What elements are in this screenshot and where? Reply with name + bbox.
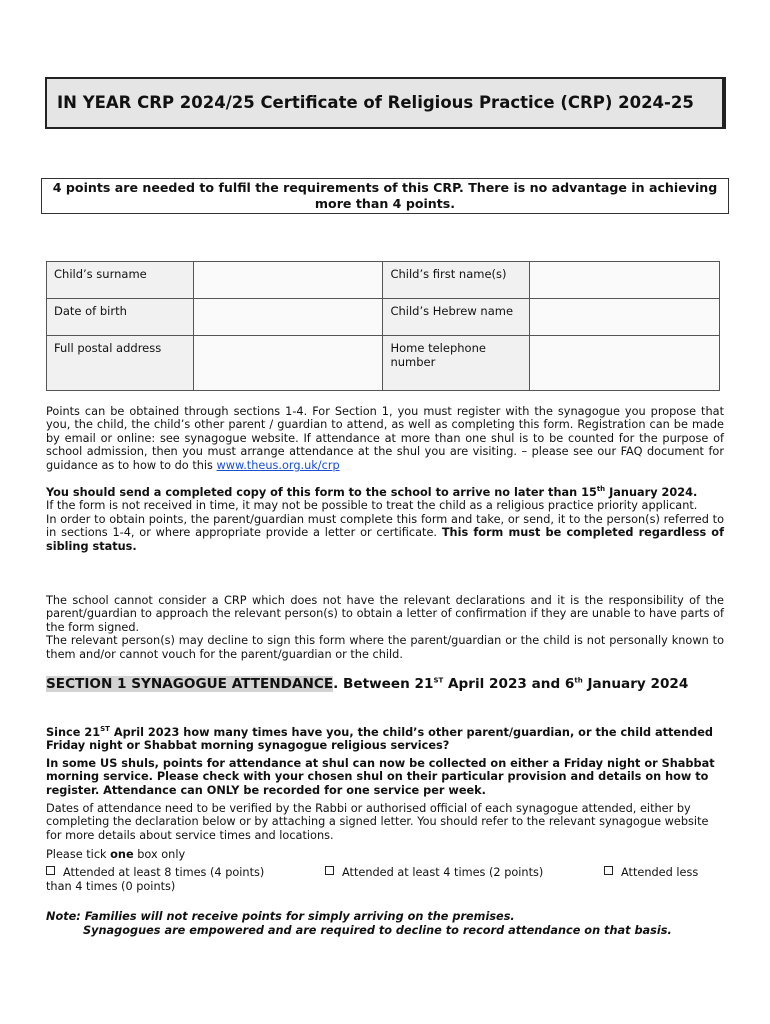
attendance-options xyxy=(46,866,726,894)
address-label: Full postal address xyxy=(47,336,194,391)
question-sup: ST xyxy=(100,725,110,734)
note-line2: Synagogues are empowered and are required to decline to record attendance on that basis. xyxy=(83,923,672,937)
first-name-label: Child’s first name(s) xyxy=(383,262,530,299)
declarations-line1: The school cannot consider a CRP which does not have the relevant declarations and it is the responsibility of the parent/guardian to approach the relevant person(s) to obtain a letter of confirmation if they are unable to have parts of the form signed. xyxy=(46,594,724,634)
section-1-sup: ST xyxy=(433,676,444,685)
tick-text: Please tick xyxy=(46,848,111,861)
deadline-paragraph xyxy=(46,486,724,553)
tick-instruction xyxy=(46,848,724,861)
crp-link[interactable]: www.theus.org.uk/crp xyxy=(216,458,340,472)
dates-note-paragraph xyxy=(46,802,724,842)
question-text: Since 21 xyxy=(46,726,101,739)
address-field[interactable] xyxy=(193,336,383,391)
hebrew-name-label: Child’s Hebrew name xyxy=(383,299,530,336)
attendance-note xyxy=(46,910,726,937)
checkbox-icon[interactable] xyxy=(604,866,613,875)
dob-field[interactable] xyxy=(193,299,383,336)
option-label: Attended less than 4 times (0 points) xyxy=(46,866,699,893)
telephone-label: Home telephone number xyxy=(383,336,530,391)
table-row xyxy=(47,299,720,336)
points-notice: 4 points are needed to fulfil the requirements of this CRP. There is no advantage in achieving more than 4 points. xyxy=(41,178,729,214)
deadline-sup: th xyxy=(596,485,606,494)
sibling-status-note: This form must be completed regardless of sibling status. xyxy=(46,526,724,553)
option-4-times[interactable] xyxy=(325,866,604,880)
section-1-label: SECTION 1 SYNAGOGUE ATTENDANCE xyxy=(46,676,334,692)
deadline-line3: In order to obtain points, the parent/guardian must complete this form and take, or send, it to the person(s) referred to in sections 1-4, or where appropriate provide a letter or certificate. xyxy=(46,512,724,540)
dob-label: Date of birth xyxy=(47,299,194,336)
table-row xyxy=(47,262,720,299)
intro-text: Points can be obtained through sections 1-4. For Section 1, you must register with the synagogue you propose that you, the child, the child’s other parent / guardian to attend, as well as completing this form. Registration can be made by email or online: see synagogue website. If attendance at more than one shul is to be counted for the purpose of school admission, then you must arrange attendance at the shul you are visiting. – please see our FAQ document for guidance as to how to do this xyxy=(46,405,724,472)
intro-paragraph xyxy=(46,405,724,472)
page-title xyxy=(45,77,726,129)
section-1-sup: th xyxy=(574,676,583,685)
tick-emphasis: one xyxy=(110,848,134,861)
first-name-field[interactable] xyxy=(530,262,720,299)
section-1-date-text: January 2024 xyxy=(582,676,689,692)
surname-field[interactable] xyxy=(193,262,383,299)
title-text: IN YEAR CRP 2024/25 Certificate of Religious Practice (CRP) 2024-25 xyxy=(57,93,694,112)
section-1-heading xyxy=(46,676,726,693)
checkbox-icon[interactable] xyxy=(325,866,334,875)
deadline-line2: If the form is not received in time, it may not be possible to treat the child as a religious practice priority applicant. xyxy=(46,499,698,513)
us-shuls-paragraph xyxy=(46,757,724,797)
declarations-paragraph xyxy=(46,594,724,661)
attendance-question xyxy=(46,726,724,753)
option-label: Attended at least 8 times (4 points) xyxy=(63,866,265,879)
surname-label: Child’s surname xyxy=(47,262,194,299)
child-details-table xyxy=(46,261,720,391)
dates-note-text: Dates of attendance need to be verified by the Rabbi or authorised official of each synagogue attended, either by completing the declaration below or by attaching a signed letter. You should refer to the relevant synagogue website for more details about service times and locations. xyxy=(46,802,709,842)
us-shuls-text: In some US shuls, points for attendance at shul can now be collected on either a Friday night or Shabbat morning service. Please check with your chosen shul on their particular provision and details on how to register. Attendance can ONLY be recorded for one service per week. xyxy=(46,757,715,797)
deadline-text: You should send a completed copy of this form to the school to arrive no later than 15 xyxy=(46,486,597,499)
question-text: April 2023 how many times have you, the child’s other parent/guardian, or the child attended Friday night or Shabbat morning synagogue religious services? xyxy=(46,726,713,753)
section-1-date-text: April 2023 and 6 xyxy=(443,676,575,692)
hebrew-name-field[interactable] xyxy=(530,299,720,336)
tick-text: box only xyxy=(133,848,186,861)
title-border-accent xyxy=(724,77,726,129)
option-8-times[interactable] xyxy=(46,866,325,880)
section-1-date-text: . Between 21 xyxy=(333,676,434,692)
checkbox-icon[interactable] xyxy=(46,866,55,875)
declarations-line2: The relevant person(s) may decline to sign this form where the parent/guardian or the child is not personally known to them and/or cannot vouch for the parent/guardian or the child. xyxy=(46,634,724,661)
telephone-field[interactable] xyxy=(530,336,720,391)
option-label: Attended at least 4 times (2 points) xyxy=(342,866,544,879)
note-line1: Note: Families will not receive points for simply arriving on the premises. xyxy=(46,910,515,923)
deadline-suffix: January 2024. xyxy=(605,486,698,499)
table-row xyxy=(47,336,720,391)
